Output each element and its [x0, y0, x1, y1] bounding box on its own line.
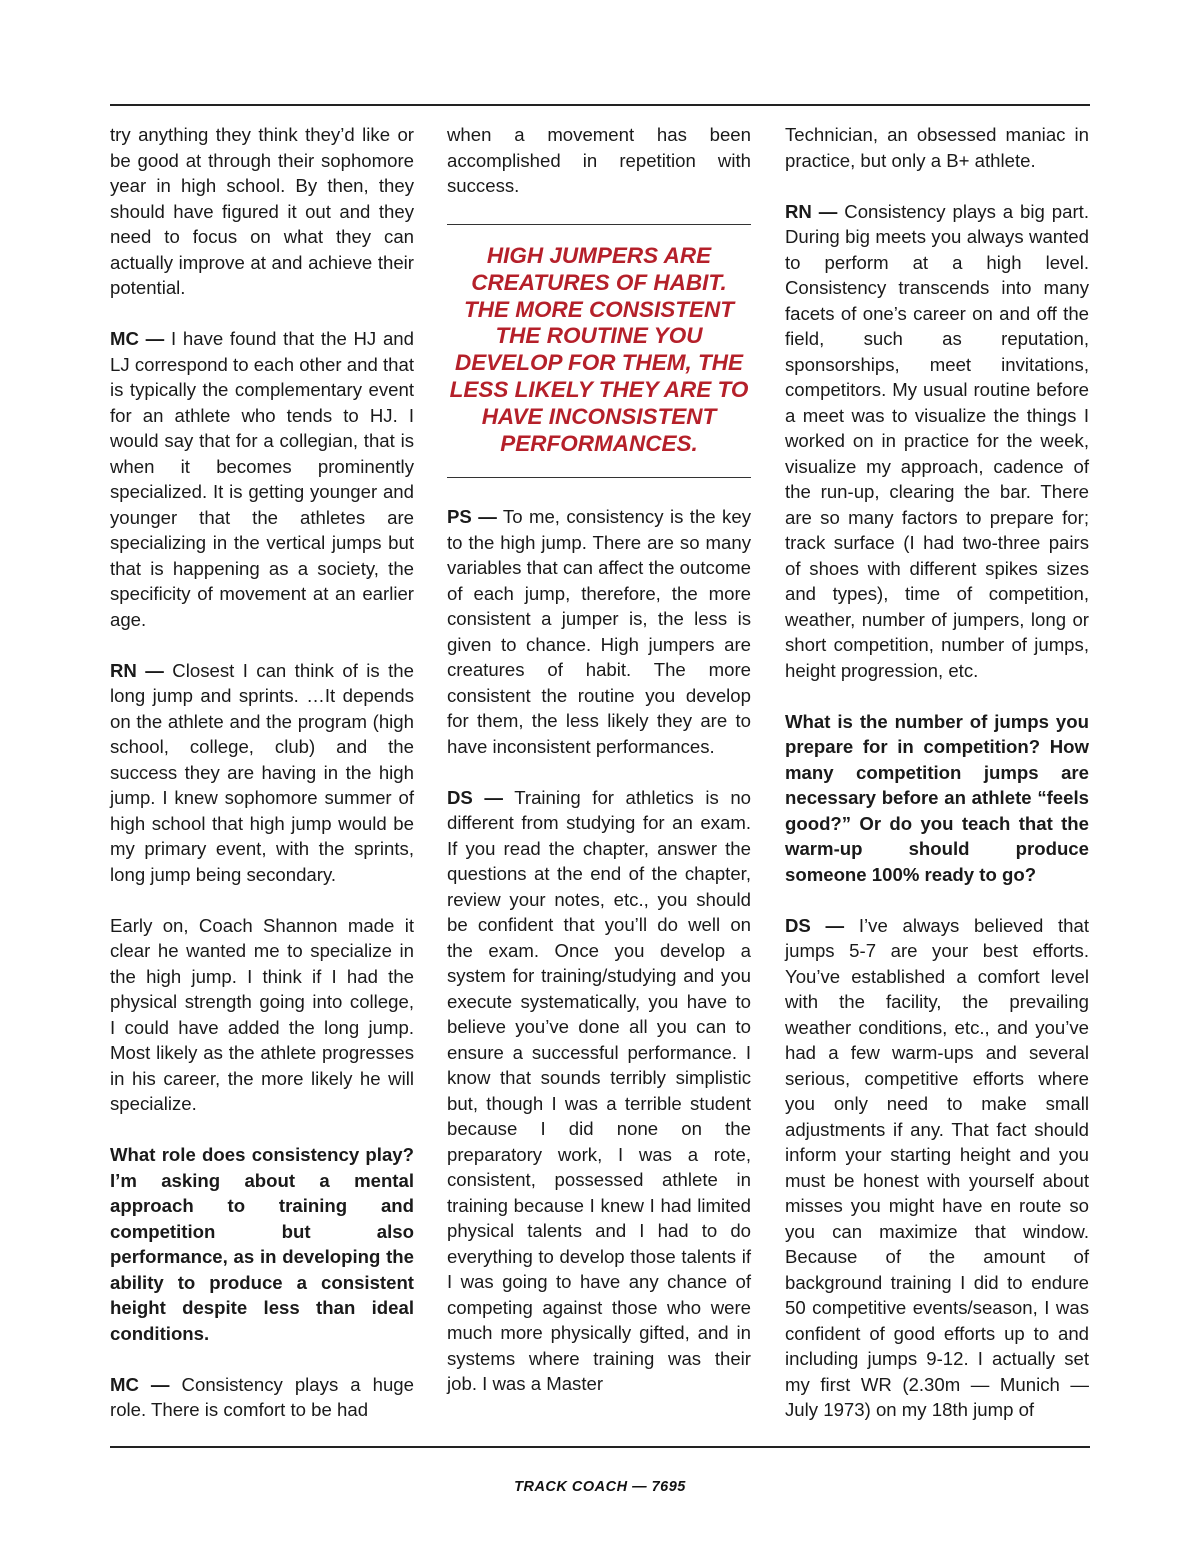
speaker-label: PS —: [447, 506, 497, 528]
paragraph: try anything they think they’d like or be good at through their sophomore year in high school. By then, they should have figured it out and they need to focus on what they can actually improve at and achieve their potential.: [110, 124, 414, 298]
paragraph: [110, 658, 414, 888]
column-middle: [447, 122, 751, 1422]
top-rule: [110, 104, 1090, 106]
paragraph-text: I have found that the HJ and LJ correspond to each other and that is typically the complementary event for an athlete who tends to HJ. I would say that for a collegian, that is when it becomes prominently specialized. It is getting younger and younger that the athletes are specializing in the vertical jumps but that is happening as a society, the specificity of movement at an earlier age.: [110, 328, 414, 630]
column-left: [110, 122, 414, 1448]
pull-quote-text: HIGH JUMPERS ARE CREATURES OF HABIT. THE MORE CONSISTENT THE ROUTINE YOU DEVELOP FOR THEM, THE LESS LIKELY THEY ARE TO HAVE INCONSISTENT PERFORMANCES.: [449, 243, 749, 456]
paragraph-text: I’ve always believed that jumps 5-7 are your best efforts. You’ve established a comfort level with the facility, the prevailing weather conditions, etc., and you’ve had a few warm-ups and several serious, competitive efforts where you only need to make small adjustments if any. That fact should inform your starting height and you must be honest with yourself about misses you might have en route so you can maximize that window. Because of the amount of background training I did to endure 50 competitive events/season, I was confident of good efforts up to and including jumps 9-12. I actually set my first WR (2.30m — Munich — July 1973) on my 18th jump of: [785, 914, 1090, 1420]
speaker-label: MC —: [110, 1373, 170, 1395]
speaker-label: MC —: [110, 328, 165, 349]
speaker-label: RN —: [785, 200, 838, 222]
interview-question: What is the number of jumps you prepare for in competition? How many competition jumps are necessary before an athlete “feels good?” Or do you teach that the warm-up should produce someone 100% ready to go?: [785, 710, 1089, 885]
paragraph-text: Consistency plays a huge role. There is comfort to be had: [110, 1373, 414, 1420]
paragraph-text: Consistency plays a big part. During big meets you always wanted to perform at a high level. Consistency transcends into many facets of one’s career on and off the field, such as reputation, sponsorships, meet invitations, competitors. My usual routine before a meet was to visualize the things I worked on in practice for the week, visualize my approach, cadence of the run-up, clearing the bar. There are so many factors to prepare for; track surface (I had two-three pairs of shoes with different spikes sizes and types), time of competition, weather, number of jumpers, long or short competition, number of jumps, height progression, etc.: [785, 200, 1089, 681]
paragraph: [447, 785, 751, 1397]
paragraph: Early on, Coach Shannon made it clear he wanted me to specialize in the high jump. I think if I had the physical strength going into college, I could have added the long jump. Most likely as the athlete progresses in his career, the more likely he will specialize.: [110, 914, 414, 1114]
paragraph-text: Closest I can think of is the long jump and sprints. …It depends on the athlete and the program (high school, college, club) and the success they are having in the high jump. I knew sophomore summer of high school that high jump would be my primary event, with the sprints, long jump being secondary.: [110, 659, 414, 885]
page-footer: TRACK COACH — 7695: [514, 1479, 686, 1495]
paragraph-text: Training for athletics is no different from studying for an exam. If you read the chapter, answer the questions at the end of the chapter, review your notes, etc., you should be confident that you’ll do well on the exam. Once you develop a system for training/studying and you execute systematically, you have to believe you’ve done all you can to ensure a successful performance. I know that sounds terribly simplistic but, though I was a terrible student because I did none on the preparatory work, I was a rote, consistent, possessed athlete in training because I knew I had limited physical talents and I had to do everything to develop those talents if I was going to have any chance of competing against those who were much more physically gifted, and in systems where training was their job. I was a Master: [447, 786, 752, 1395]
paragraph: [110, 326, 414, 632]
paragraph-text: To me, consistency is the key to the high jump. There are so many variables that can affect the outcome of each jump, therefore, the more consistent a jumper is, the less is given to chance. High jumpers are creatures of habit. The more consistent the routine you develop for them, the less likely they are to have inconsistent performances.: [447, 506, 751, 757]
paragraph: [447, 504, 751, 759]
bottom-rule: [110, 1446, 1090, 1448]
speaker-label: DS —: [447, 786, 503, 808]
paragraph: [785, 913, 1089, 1423]
pull-quote: [447, 224, 751, 478]
speaker-label: RN —: [110, 659, 164, 681]
paragraph: Technician, an obsessed maniac in practice, but only a B+ athlete.: [785, 124, 1089, 171]
interview-question: What role does consistency play? I’m asking about a mental approach to training and competition but also performance, as in developing the ability to produce a consistent height despite less than ideal conditions.: [110, 1144, 414, 1344]
paragraph: when a movement has been accomplished in repetition with success.: [447, 124, 751, 196]
paragraph: [785, 199, 1089, 684]
column-right: [785, 122, 1089, 1448]
paragraph: [110, 1372, 414, 1423]
speaker-label: DS —: [785, 914, 845, 936]
